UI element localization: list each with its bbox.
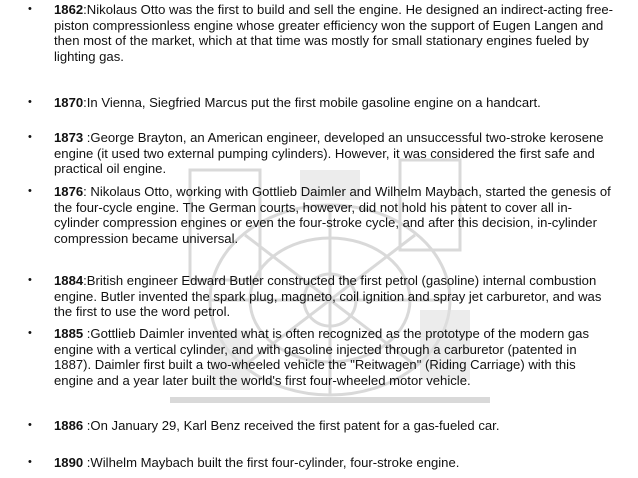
- bullet-icon: •: [28, 327, 32, 339]
- bullet-text: [54, 326, 614, 388]
- list-item: [28, 130, 620, 177]
- bullet-text: [54, 130, 614, 177]
- year-label: 1884: [54, 273, 84, 288]
- bullet-text: [54, 455, 614, 471]
- bullet-text: [54, 95, 614, 111]
- year-label: 1886: [54, 418, 84, 433]
- bullet-body: :Gottlieb Daimler invented what is often recognized as the prototype of the modern gas engine with a vertical cylinder, and with gasoline injected through a carburetor (patented in 1887). Daimler first built a two-wheeled vehicle the "Reitwagen" (Riding Carriage) with this engine and a year later built the world's first four-wheeled motor vehicle.: [54, 326, 589, 388]
- bullet-text: [54, 184, 614, 246]
- year-label: 1862: [54, 2, 84, 17]
- year-label: 1890: [54, 455, 84, 470]
- bullet-body: :On January 29, Karl Benz received the first patent for a gas-fueled car.: [83, 418, 500, 433]
- list-item: [28, 273, 620, 320]
- year-label: 1873: [54, 130, 84, 145]
- bullet-text: [54, 273, 614, 320]
- list-item: [28, 326, 620, 388]
- bullet-body: :Wilhelm Maybach built the first four-cylinder, four-stroke engine.: [83, 455, 460, 470]
- bullet-body: :British engineer Edward Butler constructed the first petrol (gasoline) internal combustion engine. Butler invented the spark plug, magneto, coil ignition and spray jet carburetor, and was the first to use the word petrol.: [54, 273, 602, 320]
- year-label: 1876: [54, 184, 84, 199]
- bullet-text: [54, 2, 614, 64]
- list-item: [28, 2, 620, 64]
- bullet-text: [54, 418, 614, 434]
- list-item: [28, 418, 620, 434]
- bullet-icon: •: [28, 96, 32, 108]
- list-item: [28, 95, 620, 111]
- bullet-body: :Nikolaus Otto was the first to build and sell the engine. He designed an indirect-acting free-piston compressionless engine whose greater efficiency won the support of Eugen Langen and then most of the market, which at that time was mostly for small stationary engines fueled by lighting gas.: [54, 2, 614, 64]
- bullet-body: :In Vienna, Siegfried Marcus put the first mobile gasoline engine on a handcart.: [83, 95, 541, 110]
- bullet-icon: •: [28, 456, 32, 468]
- bullet-icon: •: [28, 185, 32, 197]
- bullet-icon: •: [28, 3, 32, 15]
- bullet-body: : Nikolaus Otto, working with Gottlieb Daimler and Wilhelm Maybach, started the genesis of the four-cycle engine. The German courts, however, did not hold his patent to cover all in-cylinder compression engines or even the four-stroke cycle, and after this decision, in-cylinder compression became universal.: [54, 184, 611, 246]
- bullet-icon: •: [28, 274, 32, 286]
- bullet-icon: •: [28, 131, 32, 143]
- year-label: 1870: [54, 95, 84, 110]
- year-label: 1885: [54, 326, 84, 341]
- bullet-body: :George Brayton, an American engineer, developed an unsuccessful two-stroke kerosene engine (it used two external pumping cylinders). However, it was considered the first safe and practical oil engine.: [54, 130, 604, 177]
- bullet-icon: •: [28, 419, 32, 431]
- list-item: [28, 455, 620, 471]
- list-item: [28, 184, 620, 246]
